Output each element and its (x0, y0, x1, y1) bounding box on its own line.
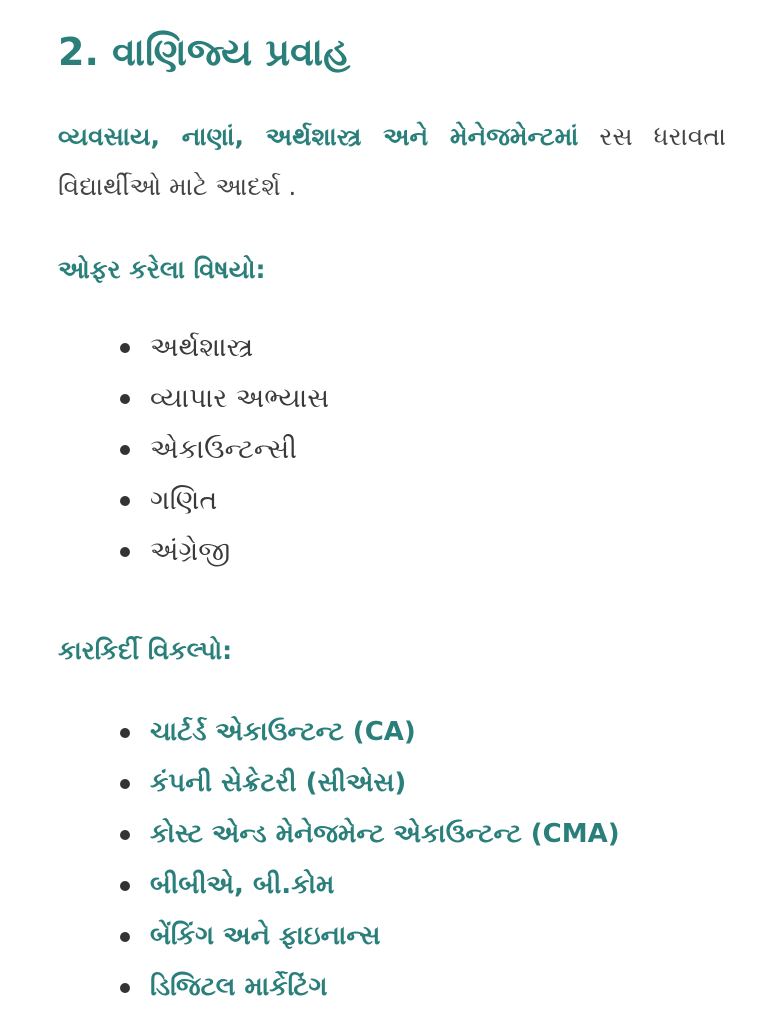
career-label: ડિજિટલ માર્કેટિંગ (150, 972, 328, 1002)
subjects-heading: ઓફર કરેલા વિષયો: (58, 255, 266, 284)
subject-item (120, 373, 726, 424)
bullet-icon (120, 932, 130, 942)
career-item (120, 860, 726, 911)
career-item (120, 962, 726, 1013)
bullet-icon (120, 496, 130, 506)
career-label: ચાર્ટર્ડ એકાઉન્ટન્ટ (CA) (150, 717, 416, 747)
subject-label: અર્થશાસ્ત્ર (150, 332, 254, 363)
subject-item (120, 475, 726, 526)
subject-label: એકાઉન્ટન્સી (150, 434, 297, 465)
career-item (120, 911, 726, 962)
career-item (120, 809, 726, 860)
intro-paragraph (58, 112, 726, 212)
careers-list (58, 707, 726, 1013)
bullet-icon (120, 881, 130, 891)
careers-heading: કારકિર્દી વિકલ્પો: (58, 636, 233, 665)
intro-rest: રસ ધરાવતા વિદ્યાર્થીઓ માટે આદર્શ . (58, 122, 726, 201)
subject-item (120, 526, 726, 577)
career-item (120, 758, 726, 809)
bullet-icon (120, 728, 130, 738)
career-label: કોસ્ટ એન્ડ મેનેજમેન્ટ એકાઉન્ટન્ટ (CMA) (150, 819, 620, 849)
subject-label: અંગ્રેજી (150, 536, 231, 567)
career-item (120, 707, 726, 758)
page-title: 2. વાણિજ્ય પ્રવાહ (58, 30, 351, 74)
career-label: બેંકિંગ અને ફાઇનાન્સ (150, 921, 381, 951)
subject-item (120, 424, 726, 475)
bullet-icon (120, 779, 130, 789)
career-label: કંપની સેક્રેટરી (સીએસ) (150, 768, 407, 798)
bullet-icon (120, 830, 130, 840)
bullet-icon (120, 983, 130, 993)
bullet-icon (120, 445, 130, 455)
bullet-icon (120, 343, 130, 353)
subject-label: ગણિત (150, 485, 218, 516)
bullet-icon (120, 547, 130, 557)
intro-highlight: વ્યવસાય, નાણાં, અર્થશાસ્ત્ર અને મેનેજમેન્ટમાં (58, 122, 579, 151)
subjects-list (58, 322, 726, 577)
career-label: બીબીએ, બી.કોમ (150, 870, 335, 900)
subject-item (120, 322, 726, 373)
subject-label: વ્યાપાર અભ્યાસ (150, 383, 330, 414)
bullet-icon (120, 394, 130, 404)
